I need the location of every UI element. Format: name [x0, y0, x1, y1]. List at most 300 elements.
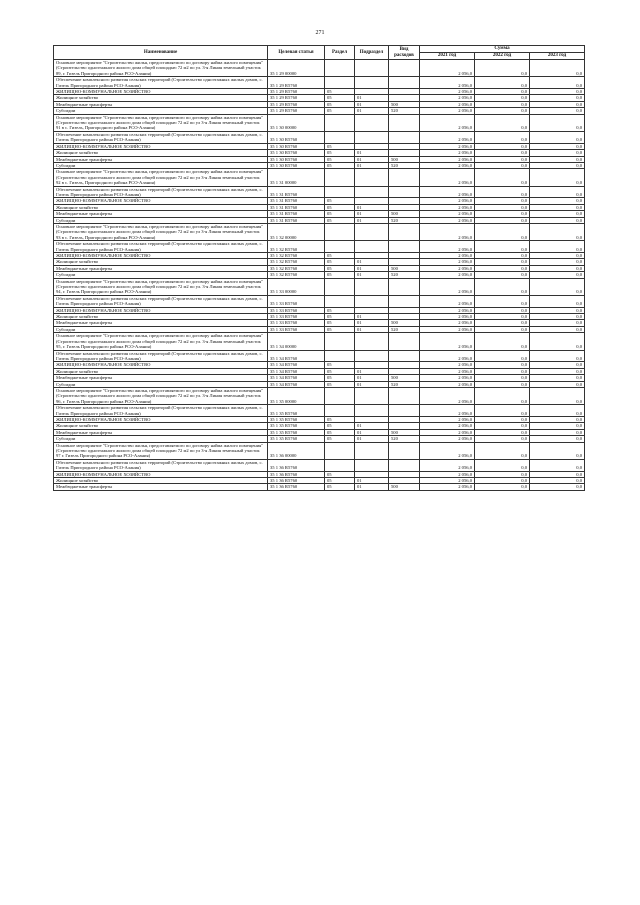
row-name: Обеспечение комплексного развития сельских территорий (Строительство одноэтажных жилых домов, с. Гизель Пригородного района РСО-Алания) — [54, 350, 268, 362]
row-expense-type: 520 — [389, 381, 420, 387]
row-sum-2021: 2 056,0 — [420, 350, 475, 362]
row-section: 05 — [325, 204, 355, 210]
row-sum-2023: 0,0 — [530, 150, 585, 156]
row-sum-2022: 0,0 — [475, 429, 530, 435]
row-name: Межбюджетные трансферты — [54, 101, 268, 107]
table-row — [54, 169, 585, 186]
row-sum-2021: 2 056,0 — [420, 156, 475, 162]
row-sum-2023: 0,0 — [530, 131, 585, 143]
row-code: 35 1 36 00000 — [268, 442, 325, 459]
row-sum-2022: 0,0 — [475, 101, 530, 107]
row-subsection — [355, 278, 389, 295]
row-sum-2023: 0,0 — [530, 223, 585, 240]
row-code: 35 1 33 R5760 — [268, 326, 325, 332]
row-code: 35 1 29 R5760 — [268, 77, 325, 89]
header-subsection: Подраздел — [355, 46, 389, 60]
row-sum-2023: 0,0 — [530, 77, 585, 89]
row-sum-2023: 0,0 — [530, 253, 585, 259]
row-sum-2022: 0,0 — [475, 211, 530, 217]
row-code: 35 1 33 R5760 — [268, 314, 325, 320]
row-sum-2023: 0,0 — [530, 436, 585, 442]
table-row — [54, 405, 585, 417]
row-section: 05 — [325, 253, 355, 259]
row-section: 05 — [325, 368, 355, 374]
row-code: 35 1 29 R5760 — [268, 108, 325, 114]
row-section: 05 — [325, 484, 355, 490]
row-sum-2023: 0,0 — [530, 204, 585, 210]
row-sum-2021: 2 056,0 — [420, 223, 475, 240]
row-section: 05 — [325, 272, 355, 278]
table-row — [54, 484, 585, 490]
row-subsection: 01 — [355, 95, 389, 101]
row-expense-type: 520 — [389, 272, 420, 278]
row-section: 05 — [325, 320, 355, 326]
header-name: Наименование — [54, 46, 268, 60]
row-code: 35 1 34 R5760 — [268, 350, 325, 362]
table-row — [54, 60, 585, 77]
row-sum-2023: 0,0 — [530, 198, 585, 204]
table-row — [54, 77, 585, 89]
row-sum-2023: 0,0 — [530, 295, 585, 307]
row-sum-2022: 0,0 — [475, 405, 530, 417]
row-sum-2021: 2 056,0 — [420, 278, 475, 295]
row-subsection — [355, 186, 389, 198]
row-sum-2021: 2 056,0 — [420, 60, 475, 77]
row-section: 05 — [325, 150, 355, 156]
row-sum-2021: 2 056,0 — [420, 295, 475, 307]
row-section: 05 — [325, 436, 355, 442]
row-sum-2023: 0,0 — [530, 416, 585, 422]
row-name: Основное мероприятие "Строительство жилья, предоставляемого по договору найма жилого помещения" (Строительство одноэтажного жилого дома общей площадью 72 м2 по ул. 3-я Линия земельный участок 89, г. Гизель Пригородного района РСО-Алания) — [54, 60, 268, 77]
row-code: 35 1 35 00000 — [268, 387, 325, 404]
row-sum-2022: 0,0 — [475, 484, 530, 490]
row-expense-type: 520 — [389, 108, 420, 114]
row-sum-2023: 0,0 — [530, 350, 585, 362]
row-name: Жилищное хозяйство — [54, 95, 268, 101]
row-subsection: 01 — [355, 423, 389, 429]
row-sum-2023: 0,0 — [530, 101, 585, 107]
row-subsection: 01 — [355, 211, 389, 217]
row-sum-2021: 2 056,0 — [420, 471, 475, 477]
row-subsection — [355, 295, 389, 307]
table-row — [54, 131, 585, 143]
row-sum-2023: 0,0 — [530, 143, 585, 149]
row-sum-2021: 2 056,0 — [420, 416, 475, 422]
row-sum-2021: 2 056,0 — [420, 162, 475, 168]
row-sum-2023: 0,0 — [530, 278, 585, 295]
row-section — [325, 241, 355, 253]
row-sum-2021: 2 056,0 — [420, 436, 475, 442]
header-section: Раздел — [325, 46, 355, 60]
row-name: Субсидии — [54, 108, 268, 114]
row-section — [325, 169, 355, 186]
row-sum-2023: 0,0 — [530, 241, 585, 253]
row-sum-2021: 2 056,0 — [420, 131, 475, 143]
row-section — [325, 333, 355, 350]
row-sum-2022: 0,0 — [475, 95, 530, 101]
row-sum-2021: 2 056,0 — [420, 169, 475, 186]
row-expense-type: 500 — [389, 375, 420, 381]
row-code: 35 1 33 00000 — [268, 278, 325, 295]
row-subsection: 01 — [355, 150, 389, 156]
row-name: Субсидии — [54, 217, 268, 223]
row-sum-2021: 2 056,0 — [420, 198, 475, 204]
table-body — [54, 60, 585, 491]
row-name: Субсидии — [54, 162, 268, 168]
row-code: 35 1 34 R5760 — [268, 368, 325, 374]
row-section: 05 — [325, 471, 355, 477]
row-sum-2022: 0,0 — [475, 259, 530, 265]
row-sum-2021: 2 056,0 — [420, 77, 475, 89]
row-section: 05 — [325, 156, 355, 162]
row-code: 35 1 32 00000 — [268, 223, 325, 240]
row-section: 05 — [325, 143, 355, 149]
header-expense-type: Вид расходов — [389, 46, 420, 60]
row-sum-2022: 0,0 — [475, 241, 530, 253]
row-sum-2023: 0,0 — [530, 60, 585, 77]
row-name: Обеспечение комплексного развития сельских территорий (Строительство одноэтажных жилых домов, с. Гизель Пригородного района РСО-Алания) — [54, 459, 268, 471]
row-name: Межбюджетные трансферты — [54, 265, 268, 271]
row-sum-2022: 0,0 — [475, 162, 530, 168]
row-code: 35 1 29 R5760 — [268, 89, 325, 95]
row-expense-type: 500 — [389, 265, 420, 271]
row-sum-2023: 0,0 — [530, 320, 585, 326]
header-year-2022: 2022 год — [475, 53, 530, 60]
row-section — [325, 114, 355, 131]
row-name: Субсидии — [54, 381, 268, 387]
row-sum-2022: 0,0 — [475, 89, 530, 95]
row-expense-type — [389, 333, 420, 350]
row-sum-2022: 0,0 — [475, 381, 530, 387]
table-header — [54, 46, 585, 60]
row-sum-2021: 2 056,0 — [420, 259, 475, 265]
row-sum-2022: 0,0 — [475, 423, 530, 429]
row-code: 35 1 35 R5760 — [268, 405, 325, 417]
row-sum-2023: 0,0 — [530, 423, 585, 429]
row-sum-2023: 0,0 — [530, 272, 585, 278]
row-name: Жилищное хозяйство — [54, 204, 268, 210]
table-row — [54, 442, 585, 459]
row-section — [325, 442, 355, 459]
row-sum-2023: 0,0 — [530, 108, 585, 114]
row-sum-2022: 0,0 — [475, 459, 530, 471]
row-subsection — [355, 350, 389, 362]
row-code: 35 1 36 R5760 — [268, 471, 325, 477]
row-expense-type — [389, 459, 420, 471]
row-subsection — [355, 169, 389, 186]
row-section — [325, 405, 355, 417]
row-sum-2022: 0,0 — [475, 478, 530, 484]
row-subsection: 01 — [355, 101, 389, 107]
row-subsection — [355, 387, 389, 404]
row-section: 05 — [325, 101, 355, 107]
row-sum-2022: 0,0 — [475, 387, 530, 404]
row-sum-2022: 0,0 — [475, 320, 530, 326]
row-code: 35 1 30 R5760 — [268, 150, 325, 156]
row-expense-type — [389, 77, 420, 89]
row-sum-2022: 0,0 — [475, 60, 530, 77]
row-sum-2022: 0,0 — [475, 217, 530, 223]
row-sum-2022: 0,0 — [475, 77, 530, 89]
row-section: 05 — [325, 375, 355, 381]
row-sum-2022: 0,0 — [475, 143, 530, 149]
row-subsection — [355, 459, 389, 471]
row-subsection: 01 — [355, 375, 389, 381]
row-name: Межбюджетные трансферты — [54, 211, 268, 217]
row-section: 05 — [325, 259, 355, 265]
row-subsection: 01 — [355, 265, 389, 271]
row-subsection — [355, 60, 389, 77]
row-subsection — [355, 333, 389, 350]
row-subsection — [355, 223, 389, 240]
row-sum-2023: 0,0 — [530, 259, 585, 265]
row-subsection: 01 — [355, 156, 389, 162]
row-section: 05 — [325, 162, 355, 168]
row-subsection: 01 — [355, 320, 389, 326]
row-sum-2021: 2 056,0 — [420, 333, 475, 350]
row-sum-2021: 2 056,0 — [420, 95, 475, 101]
row-section: 05 — [325, 211, 355, 217]
row-code: 35 1 29 R5760 — [268, 101, 325, 107]
row-sum-2022: 0,0 — [475, 131, 530, 143]
row-sum-2021: 2 056,0 — [420, 108, 475, 114]
row-sum-2022: 0,0 — [475, 314, 530, 320]
row-sum-2022: 0,0 — [475, 223, 530, 240]
row-name: Межбюджетные трансферты — [54, 429, 268, 435]
row-name: Субсидии — [54, 272, 268, 278]
row-section: 05 — [325, 381, 355, 387]
row-subsection: 01 — [355, 272, 389, 278]
row-sum-2023: 0,0 — [530, 381, 585, 387]
row-section — [325, 278, 355, 295]
row-sum-2021: 2 056,0 — [420, 307, 475, 313]
row-sum-2023: 0,0 — [530, 429, 585, 435]
row-sum-2023: 0,0 — [530, 362, 585, 368]
table-row — [54, 186, 585, 198]
row-section: 05 — [325, 314, 355, 320]
row-sum-2022: 0,0 — [475, 375, 530, 381]
row-subsection: 01 — [355, 484, 389, 490]
row-section: 05 — [325, 326, 355, 332]
table-row — [54, 459, 585, 471]
row-section — [325, 60, 355, 77]
row-subsection: 01 — [355, 326, 389, 332]
row-name: Обеспечение комплексного развития сельских территорий (Строительство одноэтажных жилых домов, с. Гизель Пригородного района РСО-Алания) — [54, 405, 268, 417]
row-code: 35 1 31 R5760 — [268, 217, 325, 223]
row-sum-2021: 2 056,0 — [420, 186, 475, 198]
row-code: 35 1 36 R5760 — [268, 484, 325, 490]
row-code: 35 1 35 R5760 — [268, 416, 325, 422]
row-sum-2021: 2 056,0 — [420, 204, 475, 210]
row-sum-2022: 0,0 — [475, 186, 530, 198]
row-sum-2022: 0,0 — [475, 198, 530, 204]
row-subsection — [355, 405, 389, 417]
row-subsection — [355, 77, 389, 89]
row-expense-type: 500 — [389, 101, 420, 107]
row-code: 35 1 34 R5760 — [268, 375, 325, 381]
row-code: 35 1 33 R5760 — [268, 320, 325, 326]
row-sum-2023: 0,0 — [530, 442, 585, 459]
row-subsection: 01 — [355, 381, 389, 387]
page-number: 271 — [315, 30, 325, 36]
row-name: Жилищное хозяйство — [54, 368, 268, 374]
row-code: 35 1 35 R5760 — [268, 436, 325, 442]
row-name: ЖИЛИЩНО-КОММУНАЛЬНОЕ ХОЗЯЙСТВО — [54, 198, 268, 204]
row-code: 35 1 30 R5760 — [268, 143, 325, 149]
row-subsection: 01 — [355, 429, 389, 435]
row-sum-2021: 2 056,0 — [420, 150, 475, 156]
row-name: Основное мероприятие "Строительство жилья, предоставляемого по договору найма жилого помещения" (Строительство одноэтажного жилого дома общей площадью 72 м2 по ул 3-я Линия земельный участок 93 в с. Гизель, Пригородного района РСО-Алания) — [54, 223, 268, 240]
table-row — [54, 114, 585, 131]
row-code: 35 1 30 R5760 — [268, 131, 325, 143]
row-expense-type — [389, 60, 420, 77]
row-sum-2021: 2 056,0 — [420, 320, 475, 326]
row-name: ЖИЛИЩНО-КОММУНАЛЬНОЕ ХОЗЯЙСТВО — [54, 416, 268, 422]
row-code: 35 1 35 R5760 — [268, 423, 325, 429]
row-expense-type — [389, 350, 420, 362]
row-code: 35 1 32 R5760 — [268, 259, 325, 265]
row-expense-type — [389, 278, 420, 295]
row-name: ЖИЛИЩНО-КОММУНАЛЬНОЕ ХОЗЯЙСТВО — [54, 143, 268, 149]
row-sum-2022: 0,0 — [475, 253, 530, 259]
row-sum-2021: 2 056,0 — [420, 326, 475, 332]
row-sum-2022: 0,0 — [475, 350, 530, 362]
row-name: Межбюджетные трансферты — [54, 375, 268, 381]
row-subsection: 01 — [355, 368, 389, 374]
header-year-2021: 2021 год — [420, 53, 475, 60]
row-code: 35 1 36 R5760 — [268, 478, 325, 484]
row-sum-2021: 2 056,0 — [420, 89, 475, 95]
row-sum-2023: 0,0 — [530, 484, 585, 490]
row-name: ЖИЛИЩНО-КОММУНАЛЬНОЕ ХОЗЯЙСТВО — [54, 471, 268, 477]
row-section: 05 — [325, 265, 355, 271]
row-name: Жилищное хозяйство — [54, 314, 268, 320]
row-sum-2021: 2 056,0 — [420, 143, 475, 149]
row-sum-2022: 0,0 — [475, 272, 530, 278]
row-code: 35 1 33 R5760 — [268, 295, 325, 307]
row-subsection: 01 — [355, 478, 389, 484]
row-sum-2022: 0,0 — [475, 333, 530, 350]
row-section: 05 — [325, 307, 355, 313]
row-code: 35 1 33 R5760 — [268, 307, 325, 313]
row-sum-2021: 2 056,0 — [420, 459, 475, 471]
table-row — [54, 241, 585, 253]
row-expense-type — [389, 241, 420, 253]
row-sum-2021: 2 056,0 — [420, 381, 475, 387]
row-sum-2021: 2 056,0 — [420, 387, 475, 404]
row-name: Жилищное хозяйство — [54, 423, 268, 429]
row-sum-2022: 0,0 — [475, 326, 530, 332]
table-row — [54, 350, 585, 362]
row-subsection — [355, 442, 389, 459]
row-name: Основное мероприятие "Строительство жилья, предоставляемого по договору найма жилого помещения" (Строительство одноэтажного жилого дома общей площадью 72 м2 по ул 3-я Линия земельный участок 97 г. Гизель Пригородного района РСО-Алания) — [54, 442, 268, 459]
row-sum-2022: 0,0 — [475, 307, 530, 313]
row-section — [325, 77, 355, 89]
row-sum-2023: 0,0 — [530, 478, 585, 484]
row-code: 35 1 35 R5760 — [268, 429, 325, 435]
row-expense-type — [389, 114, 420, 131]
row-code: 35 1 29 R5760 — [268, 95, 325, 101]
row-sum-2023: 0,0 — [530, 114, 585, 131]
row-section — [325, 459, 355, 471]
row-sum-2021: 2 056,0 — [420, 114, 475, 131]
row-sum-2022: 0,0 — [475, 108, 530, 114]
row-name: Обеспечение комплексного развития сельских территорий (Строительство одноэтажных жилых домов, с. Гизель Пригородного района РСО-Алания) — [54, 241, 268, 253]
row-sum-2021: 2 056,0 — [420, 405, 475, 417]
table-row — [54, 223, 585, 240]
row-sum-2022: 0,0 — [475, 278, 530, 295]
row-sum-2022: 0,0 — [475, 416, 530, 422]
row-section — [325, 186, 355, 198]
row-sum-2022: 0,0 — [475, 436, 530, 442]
row-code: 35 1 31 R5760 — [268, 198, 325, 204]
row-sum-2022: 0,0 — [475, 295, 530, 307]
row-section: 05 — [325, 198, 355, 204]
row-section: 05 — [325, 217, 355, 223]
row-sum-2022: 0,0 — [475, 368, 530, 374]
row-sum-2023: 0,0 — [530, 265, 585, 271]
row-code: 35 1 32 R5760 — [268, 253, 325, 259]
row-sum-2023: 0,0 — [530, 471, 585, 477]
row-section — [325, 350, 355, 362]
row-expense-type: 500 — [389, 429, 420, 435]
row-sum-2021: 2 056,0 — [420, 442, 475, 459]
row-name: Основное мероприятие "Строительство жилья, предоставляемого по договору найма жилого помещения" (Строительство одноэтажного жилого дома общей площадью 72 м2 по ул. 3-я Линия земельный участок 94, г. Гизель Пригородного района РСО-Алания) — [54, 278, 268, 295]
table-row — [54, 387, 585, 404]
row-name: Основное мероприятие "Строительство жилья, предоставляемого по договору найма жилого помещения" (Строительство одноэтажного жилого дома общей площадью 72 м2 по ул 3-я Линия земельный участок 92 в с. Гизель, Пригородного района РСО-Алания) — [54, 169, 268, 186]
row-sum-2021: 2 056,0 — [420, 478, 475, 484]
row-sum-2022: 0,0 — [475, 442, 530, 459]
row-code: 35 1 32 R5760 — [268, 241, 325, 253]
row-sum-2023: 0,0 — [530, 375, 585, 381]
row-section: 05 — [325, 478, 355, 484]
row-expense-type — [389, 223, 420, 240]
row-code: 35 1 30 00000 — [268, 114, 325, 131]
row-sum-2021: 2 056,0 — [420, 211, 475, 217]
row-sum-2021: 2 056,0 — [420, 272, 475, 278]
row-sum-2023: 0,0 — [530, 186, 585, 198]
row-expense-type: 500 — [389, 484, 420, 490]
row-expense-type — [389, 131, 420, 143]
row-sum-2023: 0,0 — [530, 459, 585, 471]
row-name: Жилищное хозяйство — [54, 259, 268, 265]
row-section — [325, 131, 355, 143]
row-sum-2021: 2 056,0 — [420, 484, 475, 490]
row-sum-2023: 0,0 — [530, 169, 585, 186]
row-sum-2021: 2 056,0 — [420, 362, 475, 368]
row-subsection: 01 — [355, 314, 389, 320]
row-code: 35 1 29 00000 — [268, 60, 325, 77]
row-section: 05 — [325, 423, 355, 429]
row-code: 35 1 34 R5760 — [268, 381, 325, 387]
row-code: 35 1 30 R5760 — [268, 156, 325, 162]
row-sum-2021: 2 056,0 — [420, 423, 475, 429]
header-code: Целевая статья — [268, 46, 325, 60]
row-sum-2023: 0,0 — [530, 333, 585, 350]
row-sum-2021: 2 056,0 — [420, 429, 475, 435]
row-subsection — [355, 114, 389, 131]
row-name: Субсидии — [54, 436, 268, 442]
row-code: 35 1 34 00000 — [268, 333, 325, 350]
row-name: Субсидии — [54, 326, 268, 332]
row-section — [325, 223, 355, 240]
row-code: 35 1 30 R5760 — [268, 162, 325, 168]
row-sum-2023: 0,0 — [530, 89, 585, 95]
row-sum-2021: 2 056,0 — [420, 314, 475, 320]
row-subsection: 01 — [355, 436, 389, 442]
row-expense-type: 500 — [389, 156, 420, 162]
row-expense-type: 520 — [389, 162, 420, 168]
